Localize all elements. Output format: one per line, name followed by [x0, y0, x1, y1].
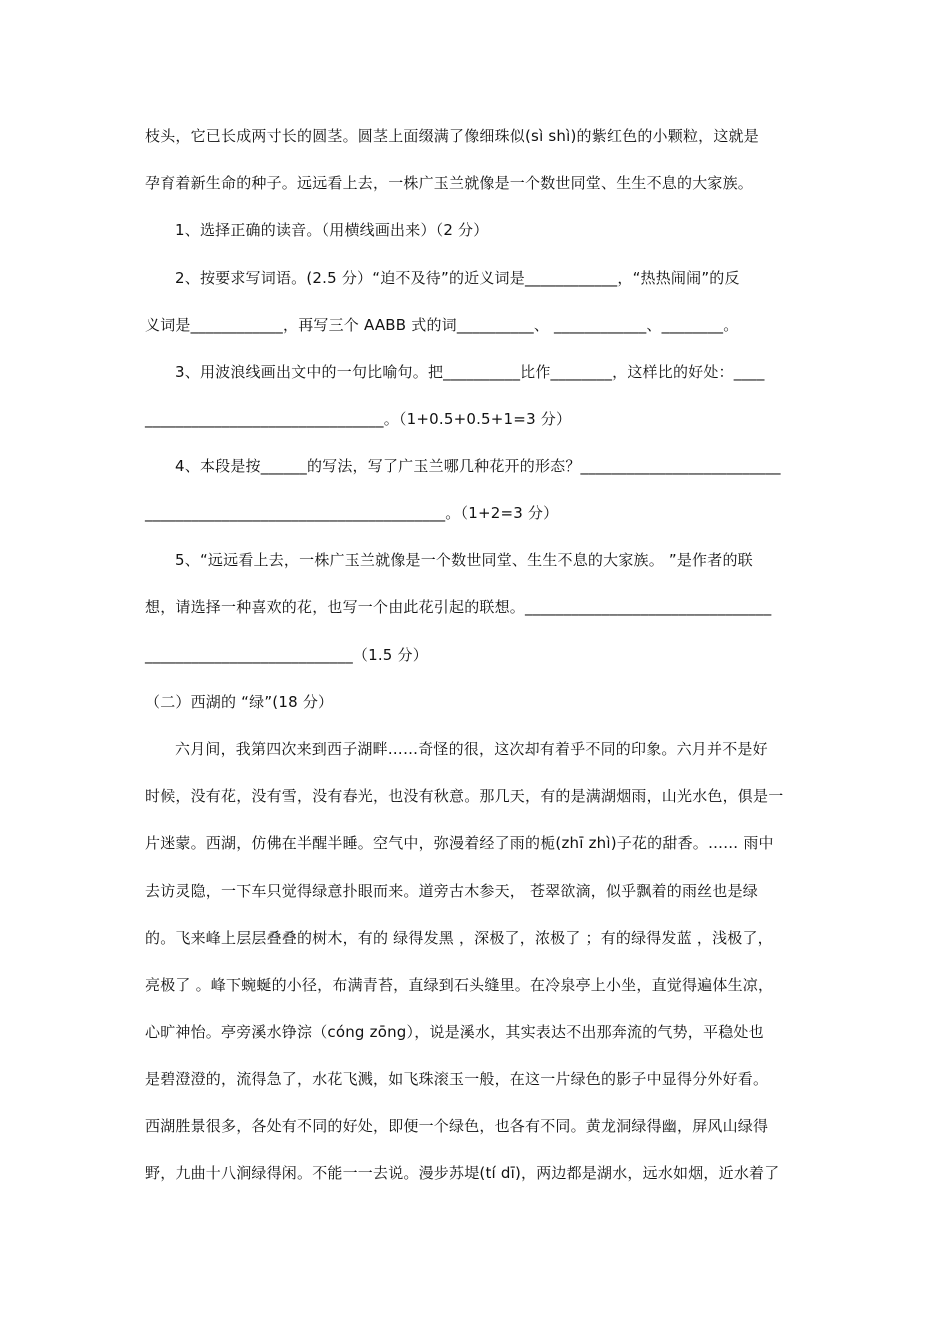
question-5-line: 想，请选择一种喜欢的花，也写一个由此花引起的联想。________________________________	[145, 598, 772, 616]
passage-line: 亮极了 。峰下蜿蜒的小径，布满青苔，直绿到石头缝里。在冷泉亭上小坐，直觉得遍体生凉，	[145, 976, 774, 994]
passage-line: 的。飞来峰上层层叠叠的树木，有的 绿得发黑 ，深极了，浓极了 ；有的绿得发蓝 ，浅极了，	[145, 929, 773, 947]
question-2-line: 2、按要求写词语。(2.5 分）“迫不及待”的近义词是____________，“热热闹闹”的反	[175, 269, 740, 287]
passage-line: 心旷神怡。亭旁溪水铮淙（cóng zōng），说是溪水，其实表达不出那奔流的气势，平稳处也	[145, 1023, 764, 1041]
question-1: 1、选择正确的读音。（用横线画出来）（2 分）	[175, 221, 489, 239]
passage-line: 野，九曲十八涧绿得闲。不能一一去说。漫步苏堤(tí dī)，两边都是湖水，远水如烟，近水着了	[145, 1164, 780, 1182]
passage-line: 西湖胜景很多，各处有不同的好处，即便一个绿色，也各有不同。黄龙洞绿得幽，屏风山绿得	[145, 1117, 769, 1135]
question-3-line: 3、用波浪线画出文中的一句比喻句。把__________比作________，这样比的好处：____	[175, 363, 765, 381]
question-4-line: _______________________________________。（1+2=3 分）	[145, 504, 559, 522]
passage-line: 片迷蒙。西湖，仿佛在半醒半睡。空气中，弥漫着经了雨的栀(zhī zhì)子花的甜香。…… 雨中	[145, 834, 774, 852]
section-heading: （二）西湖的 “绿”(18 分）	[145, 693, 334, 711]
passage-line: 是碧澄澄的，流得急了，水花飞溅，如飞珠滚玉一般，在这一片绿色的影子中显得分外好看。	[145, 1070, 769, 1088]
passage-line: 孕育着新生命的种子。远远看上去，一株广玉兰就像是一个数世同堂、生生不息的大家族。	[145, 174, 754, 192]
question-4-line: 4、本段是按______的写法，写了广玉兰哪几种花开的形态？__________________________	[175, 457, 781, 475]
question-5-line: ___________________________（1.5 分）	[145, 646, 428, 664]
passage-line: 去访灵隐，一下车只觉得绿意扑眼而来。道旁古木参天， 苍翠欲滴，似乎飘着的雨丝也是绿	[145, 882, 758, 900]
passage-line: 六月间，我第四次来到西子湖畔……奇怪的很，这次却有着乎不同的印象。六月并不是好	[175, 740, 768, 758]
question-3-line: _______________________________。（1+0.5+0.5+1=3 分）	[145, 410, 572, 428]
question-2-line: 义词是____________，再写三个 AABB 式的词__________、 ____________、________。	[145, 316, 739, 334]
passage-line: 枝头，它已长成两寸长的圆茎。圆茎上面缀满了像细珠似(sì shì)的紫红色的小颗粒，这就是	[145, 127, 759, 145]
passage-line: 时候，没有花，没有雪，没有春光，也没有秋意。那几天，有的是满湖烟雨，山光水色，俱是一	[145, 787, 784, 805]
question-5-line: 5、“远远看上去，一株广玉兰就像是一个数世同堂、生生不息的大家族。 ”是作者的联	[175, 551, 753, 569]
